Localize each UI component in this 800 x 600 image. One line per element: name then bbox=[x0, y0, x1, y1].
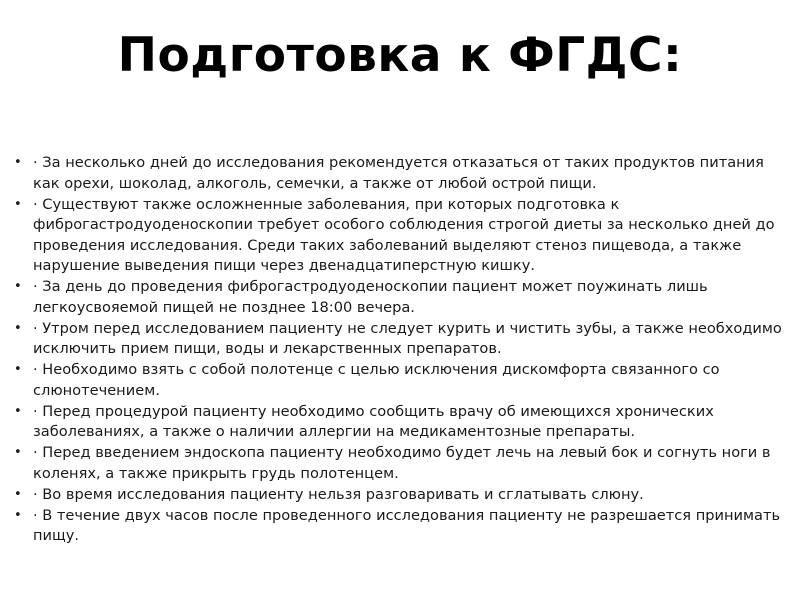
bullet-item bbox=[14, 402, 794, 443]
bullet-item bbox=[14, 319, 794, 360]
bullet-dot-icon: • bbox=[14, 155, 22, 170]
bullet-item bbox=[14, 443, 794, 484]
bullet-item bbox=[14, 485, 794, 506]
bullet-list bbox=[14, 153, 794, 547]
bullet-text: · Перед введением эндоскопа пациенту необходимо будет лечь на левый бок и согнуть ноги в коленях, а также прикрыть грудь полотенцем. bbox=[33, 444, 771, 482]
bullet-item bbox=[14, 277, 794, 318]
bullet-text: · Перед процедурой пациенту необходимо сообщить врачу об имеющихся хронических заболеваниях, а также о наличии аллергии на медикаментозные препараты. bbox=[33, 402, 714, 440]
bullet-dot-icon: • bbox=[14, 403, 22, 419]
bullet-dot-icon: • bbox=[14, 486, 22, 502]
bullet-dot-icon: • bbox=[14, 507, 22, 523]
bullet-text: · Во время исследования пациенту нельзя разговаривать и сглатывать слюну. bbox=[33, 485, 644, 503]
bullet-item bbox=[14, 506, 794, 547]
bullet-dot-icon: • bbox=[14, 362, 22, 377]
bullet-text: · Существуют также осложненные заболевания, при которых подготовка к фиброгастродуоденоскопии требует особого соблюдения строгой диеты за несколько дней до проведения исследования. Среди таких заболеваний выделяют стеноз пищевода, а также нарушение выведения пищи через двенадцатиперстную кишку. bbox=[33, 195, 775, 274]
bullet-text: · Необходимо взять с собой полотенце с целью исключения дискомфорта связанного со слюнотечением. bbox=[33, 361, 720, 399]
bullet-dot-icon: • bbox=[14, 196, 22, 212]
bullet-dot-icon: • bbox=[14, 279, 22, 294]
bullet-item bbox=[14, 153, 794, 194]
bullet-text: · За день до проведения фиброгастродуоденоскопии пациент может поужинать лишь легкоусвояемой пищей не позднее 18:00 вечера. bbox=[33, 278, 708, 316]
bullet-dot-icon: • bbox=[14, 320, 22, 336]
bullet-text: · В течение двух часов после проведенного исследования пациенту не разрешается принимать пищу. bbox=[33, 506, 781, 544]
bullet-item bbox=[14, 360, 794, 401]
bullet-dot-icon: • bbox=[14, 445, 22, 460]
bullet-text: · Утром перед исследованием пациенту не следует курить и чистить зубы, а также необходимо исключить прием пищи, воды и лекарственных препаратов. bbox=[33, 319, 782, 357]
bullet-text: · За несколько дней до исследования рекомендуется отказаться от таких продуктов питания как орехи, шоколад, алкоголь, семечки, а также от любой острой пищи. bbox=[33, 154, 764, 192]
bullet-item bbox=[14, 195, 794, 277]
slide-title: Подготовка к ФГДС: bbox=[117, 28, 683, 83]
